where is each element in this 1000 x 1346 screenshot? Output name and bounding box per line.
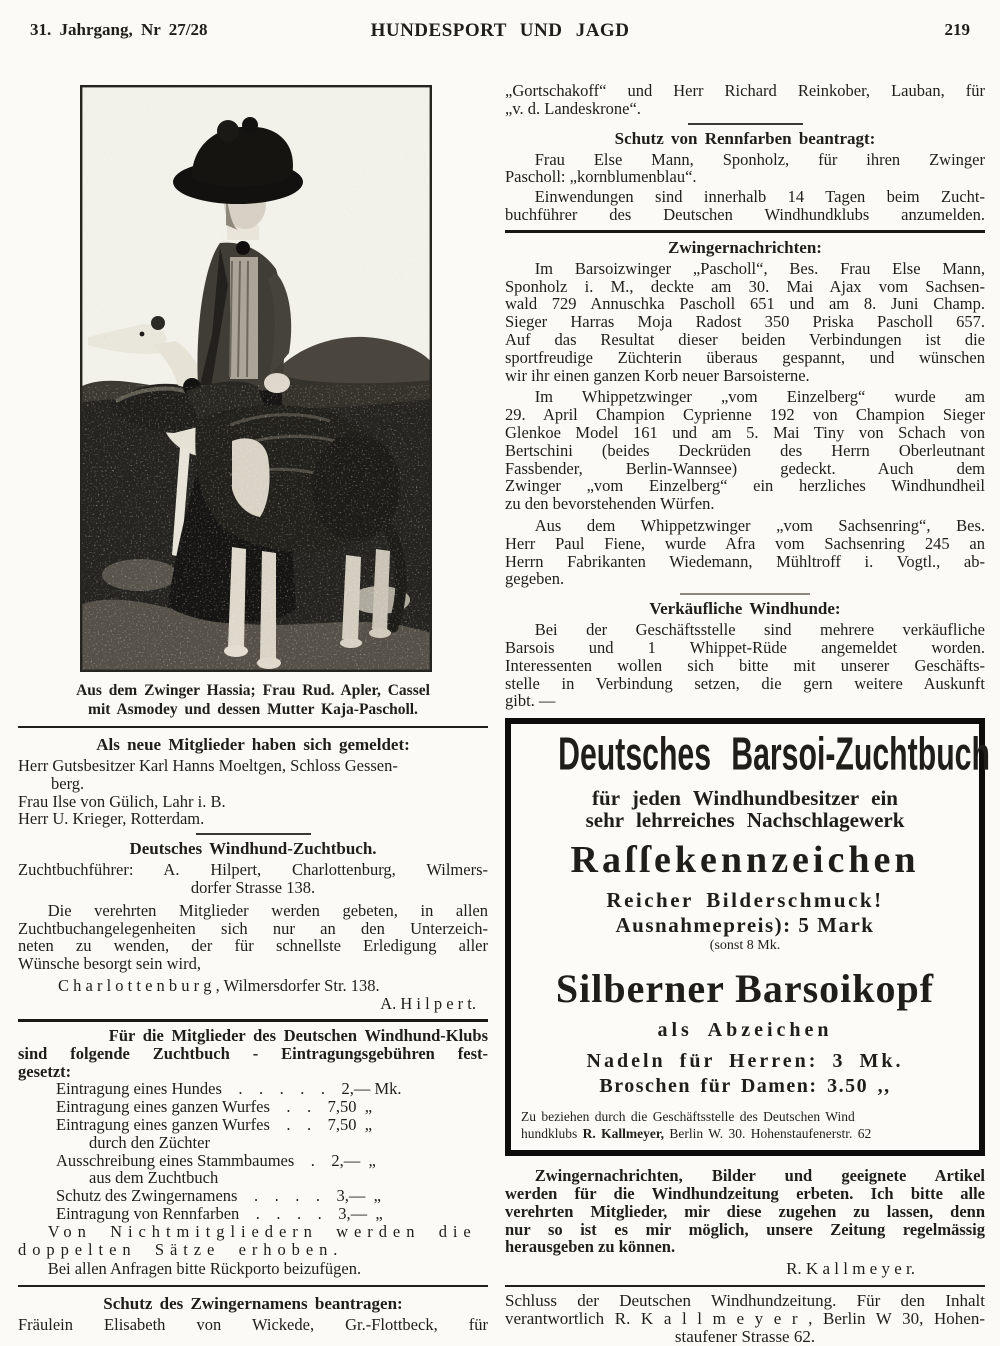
- rennfarben-paragraph1: Frau Else Mann, Sponholz, für ihren Zwinger Pascholl: „kornblumenblau“.: [505, 149, 985, 187]
- rennfarben-heading: Schutz von Rennfarben beantragt:: [614, 128, 876, 148]
- zuchtbuch-city-line: C h a r l o t t e n b u r g , Wilmersdorfer Str. 138.: [58, 975, 380, 995]
- barsoi-zuchtbuch-ad: [505, 718, 990, 1156]
- ad-barsoikopf: Silberner Barsoikopf: [555, 966, 935, 1012]
- zuchtbuch-address-line: dorfer Strasse 138.: [190, 877, 316, 897]
- fees-intro: Für die Mitglieder des Deutschen Windhund-Klubs sind folgende Zuchtbuch - Eintragungsgebühren fest- gesetzt:: [18, 1025, 488, 1081]
- ad-order-kallmeyer: R. Kallmeyer,: [582, 1125, 664, 1141]
- page-header: [0, 20, 1000, 44]
- short-divider-rule-faint: [680, 593, 810, 595]
- gortschakoff-paragraph: „Gortschakoff“ und Herr Richard Reinkober, Lauban, für „v. d. Landeskrone“.: [505, 81, 985, 118]
- zuchtbuch-heading: Deutsches Windhund-Zuchtbuch.: [129, 839, 377, 859]
- ad-order-line1: Zu beziehen durch die Geschäftsstelle des Deutschen Wind: [521, 1109, 855, 1125]
- zuchtbuch-paragraph: Die verehrten Mitglieder werden gebeten, in allen Zuchtbuchangelegenheiten sich nur an den Unterzeich- neten zu wenden, der für schnellste Erledigung aller Wünsche besorgt sein wird,: [18, 900, 488, 974]
- verkaeuflich-paragraph: Bei der Geschäftsstelle sind mehrere verkäufliche Barsois und 1 Whippet-Rüde angemeldet worden. Interessenten wollen sich bitte mit unserer Geschäfts- stelle in Verbindung setzen, die gern weitere Auskunft gibt. —: [505, 620, 985, 711]
- ad-order-line2-post: Berlin W. 30. Hohenstaufenerstr. 62: [664, 1125, 872, 1141]
- photo-caption-line2: mit Asmodey und dessen Mutter Kaja-Pascholl.: [88, 701, 418, 718]
- section-zuchtbuch: [18, 839, 488, 1013]
- kennel-photo: [80, 85, 432, 672]
- zuchtbuch-keeper-line: Zuchtbuchführer: A. Hilpert, Charlottenburg, Wilmers-: [18, 860, 488, 880]
- page-number: 219: [944, 20, 970, 39]
- divider-rule: [18, 726, 488, 728]
- fees-note-line1: Von Nichtmitgliedern werden die: [47, 1221, 477, 1241]
- fees-table: Eintragung eines Hundes . . . . . 2,— Mk. Eintragung eines ganzen Wurfes . . 7,50 „ Eintragung eines ganzen Wurfes . . 7,50 „ durch den Züchter Ausschreibung eines Stammbaumes . 2,— „ aus dem Zuchtbuch Schutz des Zwingernamens . . . . 3,— „ Eintragung von Rennfarben . . . . 3,— „: [56, 1079, 402, 1223]
- fees-note-line2: doppelten Sätze erhoben.: [18, 1240, 344, 1260]
- ad-order-line2-pre: hundklubs: [521, 1125, 583, 1141]
- photo-caption: [18, 681, 488, 719]
- ad-title-wrap: [517, 727, 990, 783]
- section-zwingernachrichten: [505, 238, 985, 588]
- kennel-photo-illustration: [80, 85, 432, 672]
- section-new-members: [18, 735, 488, 828]
- section-fees: [18, 1027, 488, 1278]
- section-verkaeuflich: [505, 599, 985, 710]
- ad-rassekennzeichen: Raſſekennzeichen: [570, 839, 920, 882]
- ad-order-info: [517, 1109, 973, 1142]
- ad-order-line2: [521, 1126, 969, 1143]
- ad-subtitle-line1: für jeden Windhundbesitzer ein: [592, 786, 898, 811]
- section-rennfarben: [505, 129, 985, 224]
- section-zwingername: [18, 1294, 488, 1334]
- zwingername-line: Fräulein Elisabeth von Wickede, Gr.-Flottbeck, für: [18, 1314, 488, 1334]
- new-members-list: Herr Gutsbesitzer Karl Hanns Moeltgen, Schloss Gessen- berg. Frau Ilse von Gülich, Lahr i. B. Herr U. Krieger, Rotterdam.: [18, 756, 398, 829]
- zwingernachrichten-paragraph2: Im Whippetzwinger „vom Einzelberg“ wurde am 29. April Champion Cyprienne 192 von Champion Sieger Glenkoe Model 161 und am 5. Mai Tiny von Schach von Bertschini (beides Deckrüden des Herrn Oberleutnant Fassbender, Berlin-Wannsee) gedeckt. Auch dem Zwinger „vom Einzelberg“ ein herzliches Windhundheil zu den bevorstehenden Würfen.: [505, 387, 985, 514]
- imprint: Schluss der Deutschen Windhundzeitung. Für den Inhalt verantwortlich R. K a l l m e y e r , Berlin W 30, Hohen- staufener Strasse 62.: [505, 1291, 985, 1346]
- ad-subtitle-line2: sehr lehrreiches Nachschlagewerk: [585, 808, 905, 833]
- hilpert-signature: A. H i l p e r t.: [380, 993, 476, 1013]
- short-divider-rule: [688, 123, 803, 125]
- left-column: [18, 85, 488, 1334]
- right-column: [505, 81, 990, 1346]
- zwingername-heading: Schutz des Zwingernamens beantragen:: [103, 1293, 403, 1313]
- divider-rule: [18, 1285, 488, 1287]
- ad-abzeichen: als Abzeichen: [657, 1019, 833, 1042]
- new-members-heading: Als neue Mitglieder haben sich gemeldet:: [96, 735, 410, 754]
- ad-title: Deutsches Barsoi-Zuchtbuch: [558, 727, 990, 780]
- zwingernachrichten-heading: Zwingernachrichten:: [668, 237, 822, 257]
- ad-price-note: (sonst 8 Mk.: [709, 938, 781, 954]
- kallmeyer-signature: R. K a l l m e y e r.: [786, 1259, 915, 1279]
- photo-caption-line1: Aus dem Zwinger Hassia; Frau Rud. Apler, Cassel: [76, 682, 430, 699]
- divider-rule: [505, 1285, 985, 1287]
- ad-broschen: Broschen für Damen: 3.50 ,,: [599, 1075, 891, 1098]
- fees-note-line3: Bei allen Anfragen bitte Rückporto beizufügen.: [47, 1258, 362, 1278]
- editor-appeal-paragraph: Zwingernachrichten, Bilder und geeignete Artikel werden für die Windhundzeitung erbeten. Ich bitte alle verehrten Mitglieder, mir diese zugehen zu lassen, denn nur so ist es mir möglich, unsere Zeitung regelmässig herausgeben zu können.: [505, 1166, 985, 1257]
- verkaeuflich-heading: Verkäufliche Windhunde:: [649, 599, 841, 619]
- ad-nadeln: Nadeln für Herren: 3 Mk.: [586, 1050, 904, 1073]
- rennfarben-paragraph2: Einwendungen sind innerhalb 14 Tagen beim Zucht- buchführer des Deutschen Windhundklubs anzumelden.: [505, 187, 985, 224]
- magazine-title: HUNDESPORT UND JAGD: [370, 20, 630, 41]
- short-divider-rule: [196, 833, 311, 835]
- thick-divider-rule: [18, 1019, 488, 1022]
- zwingernachrichten-paragraph1: Im Barsoizwinger „Pascholl“, Bes. Frau Else Mann, Sponholz i. M., deckte am 30. Mai Ajax vom Sachsen- wald 729 Annuschka Pascholl 651 und am 8. Juni Champ. Sieger Harras Moja Radost 350 Priska Pascholl 657. Auf das Resultat dieser beiden Verbindungen ist die sportfreudige Züchterin überaus gespannt, und wünschen wir ihr einen ganzen Korb neuer Barsoisterne.: [505, 258, 985, 385]
- volume-issue: 31. Jahrgang, Nr 27/28: [30, 20, 208, 39]
- ad-bilderschmuck: Reicher Bilderschmuck!: [606, 888, 884, 913]
- thick-divider-rule: [505, 230, 985, 233]
- ad-price: Ausnahmepreis): 5 Mark: [615, 913, 875, 938]
- zwingernachrichten-paragraph3: Aus dem Whippetzwinger „vom Sachsenring“, Bes. Herr Paul Fiene, wurde Afra vom Sachsenring 245 an Herrn Fabrikanten Wiedemann, Mühltroff i. Vogtl., ab- gegeben.: [505, 515, 985, 589]
